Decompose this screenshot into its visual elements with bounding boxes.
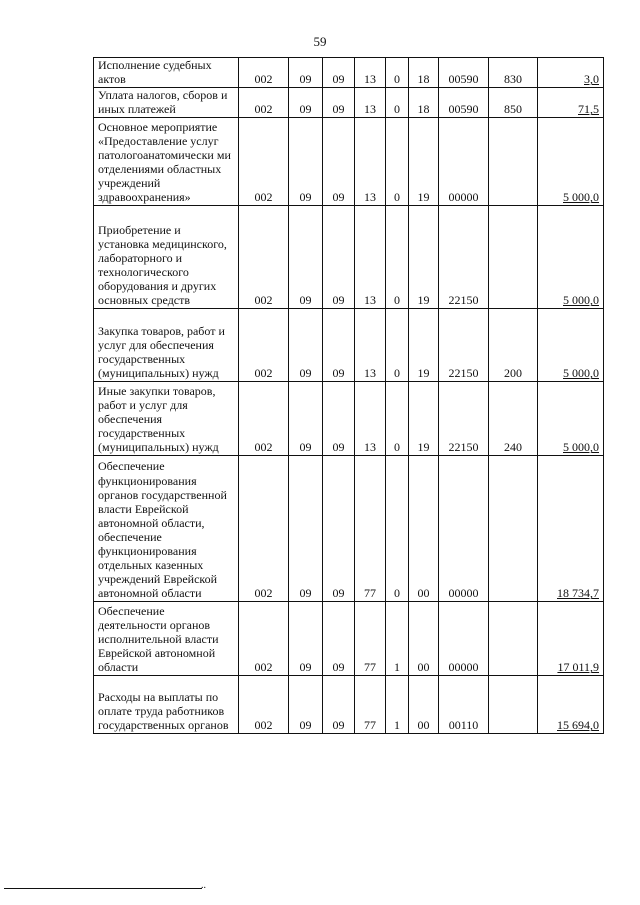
amount-value: 71,5 xyxy=(578,102,599,117)
target-article-part4: 22150 xyxy=(439,309,489,382)
expense-type-code: 200 xyxy=(489,309,538,382)
target-article-part3: 00 xyxy=(409,676,439,734)
target-article-part3: 19 xyxy=(409,206,439,309)
amount xyxy=(538,118,604,206)
row-name: Расходы на выплаты по оплате труда работников государственных органов xyxy=(94,676,239,734)
subsection-code: 09 xyxy=(323,118,355,206)
section-code: 09 xyxy=(289,118,323,206)
target-article-part3: 19 xyxy=(409,382,439,456)
amount-value: 15 694,0 xyxy=(557,718,599,733)
section-code: 09 xyxy=(289,309,323,382)
row-name: Исполнение судебных актов xyxy=(94,58,239,88)
subsection-code: 09 xyxy=(323,456,355,602)
subsection-code: 09 xyxy=(323,309,355,382)
subsection-code: 09 xyxy=(323,206,355,309)
table-row xyxy=(94,206,604,309)
row-name: Основное мероприятие «Предоставление услуг патологоанатомически ми отделениями областных учреждений здравоохранения» xyxy=(94,118,239,206)
target-article-part2: 0 xyxy=(386,88,409,118)
target-article-part1: 13 xyxy=(355,382,386,456)
target-article-part3: 19 xyxy=(409,309,439,382)
amount-value: 5 000,0 xyxy=(563,293,599,308)
subsection-code: 09 xyxy=(323,88,355,118)
target-article-part1: 77 xyxy=(355,456,386,602)
ministry-code: 002 xyxy=(239,206,289,309)
table-row xyxy=(94,58,604,88)
target-article-part1: 77 xyxy=(355,602,386,676)
target-article-part1: 13 xyxy=(355,118,386,206)
table-row xyxy=(94,676,604,734)
table-row xyxy=(94,309,604,382)
subsection-code: 09 xyxy=(323,602,355,676)
target-article-part2: 1 xyxy=(386,602,409,676)
expense-type-code xyxy=(489,206,538,309)
target-article-part1: 77 xyxy=(355,676,386,734)
footnote-separator xyxy=(4,888,202,889)
subsection-code: 09 xyxy=(323,58,355,88)
row-name: Обеспечение деятельности органов исполнительной власти Еврейской автономной области xyxy=(94,602,239,676)
section-code: 09 xyxy=(289,456,323,602)
ministry-code: 002 xyxy=(239,58,289,88)
target-article-part2: 1 xyxy=(386,676,409,734)
section-code: 09 xyxy=(289,88,323,118)
target-article-part3: 00 xyxy=(409,456,439,602)
section-code: 09 xyxy=(289,382,323,456)
amount xyxy=(538,382,604,456)
ministry-code: 002 xyxy=(239,88,289,118)
amount-value: 17 011,9 xyxy=(557,660,599,675)
section-code: 09 xyxy=(289,58,323,88)
ministry-code: 002 xyxy=(239,676,289,734)
section-code: 09 xyxy=(289,602,323,676)
target-article-part4: 22150 xyxy=(439,206,489,309)
ministry-code: 002 xyxy=(239,456,289,602)
amount xyxy=(538,206,604,309)
amount-value: 3,0 xyxy=(584,72,599,87)
amount-value: 5 000,0 xyxy=(563,190,599,205)
subsection-code: 09 xyxy=(323,676,355,734)
target-article-part4: 00590 xyxy=(439,88,489,118)
target-article-part4: 00590 xyxy=(439,58,489,88)
ministry-code: 002 xyxy=(239,382,289,456)
target-article-part4: 00110 xyxy=(439,676,489,734)
table-row xyxy=(94,382,604,456)
table-row xyxy=(94,88,604,118)
amount xyxy=(538,676,604,734)
row-name: Приобретение и установка медицинского, лабораторного и технологического оборудования и других основных средств xyxy=(94,206,239,309)
expense-type-code xyxy=(489,602,538,676)
target-article-part2: 0 xyxy=(386,309,409,382)
target-article-part2: 0 xyxy=(386,456,409,602)
ministry-code: 002 xyxy=(239,118,289,206)
row-name: Уплата налогов, сборов и иных платежей xyxy=(94,88,239,118)
expense-type-code xyxy=(489,118,538,206)
target-article-part1: 13 xyxy=(355,206,386,309)
target-article-part4: 00000 xyxy=(439,456,489,602)
target-article-part2: 0 xyxy=(386,206,409,309)
target-article-part4: 22150 xyxy=(439,382,489,456)
target-article-part4: 00000 xyxy=(439,602,489,676)
expense-type-code xyxy=(489,456,538,602)
target-article-part2: 0 xyxy=(386,58,409,88)
target-article-part1: 13 xyxy=(355,58,386,88)
target-article-part2: 0 xyxy=(386,118,409,206)
ministry-code: 002 xyxy=(239,602,289,676)
budget-table xyxy=(93,57,604,734)
amount xyxy=(538,309,604,382)
ministry-code: 002 xyxy=(239,309,289,382)
row-name: Закупка товаров, работ и услуг для обеспечения государственных (муниципальных) нужд xyxy=(94,309,239,382)
expense-type-code: 830 xyxy=(489,58,538,88)
section-code: 09 xyxy=(289,206,323,309)
amount xyxy=(538,456,604,602)
subsection-code: 09 xyxy=(323,382,355,456)
target-article-part4: 00000 xyxy=(439,118,489,206)
row-name: Обеспечение функционирования органов государственной власти Еврейской автономной области, обеспечение функционирования отдельных казенных учреждений Еврейской автономной области xyxy=(94,456,239,602)
amount xyxy=(538,88,604,118)
expense-type-code: 240 xyxy=(489,382,538,456)
target-article-part3: 19 xyxy=(409,118,439,206)
target-article-part3: 00 xyxy=(409,602,439,676)
amount-value: 18 734,7 xyxy=(557,586,599,601)
table-row xyxy=(94,602,604,676)
amount-value: 5 000,0 xyxy=(563,366,599,381)
target-article-part3: 18 xyxy=(409,88,439,118)
expense-type-code xyxy=(489,676,538,734)
expense-type-code: 850 xyxy=(489,88,538,118)
target-article-part1: 13 xyxy=(355,309,386,382)
target-article-part2: 0 xyxy=(386,382,409,456)
table-row xyxy=(94,456,604,602)
table-body xyxy=(94,58,604,734)
row-name: Иные закупки товаров, работ и услуг для обеспечения государственных (муниципальных) нужд xyxy=(94,382,239,456)
footnote-mark: .. xyxy=(201,880,206,891)
table-row xyxy=(94,118,604,206)
amount xyxy=(538,58,604,88)
page-number: 59 xyxy=(313,34,327,49)
target-article-part3: 18 xyxy=(409,58,439,88)
amount-value: 5 000,0 xyxy=(563,440,599,455)
section-code: 09 xyxy=(289,676,323,734)
amount xyxy=(538,602,604,676)
target-article-part1: 13 xyxy=(355,88,386,118)
